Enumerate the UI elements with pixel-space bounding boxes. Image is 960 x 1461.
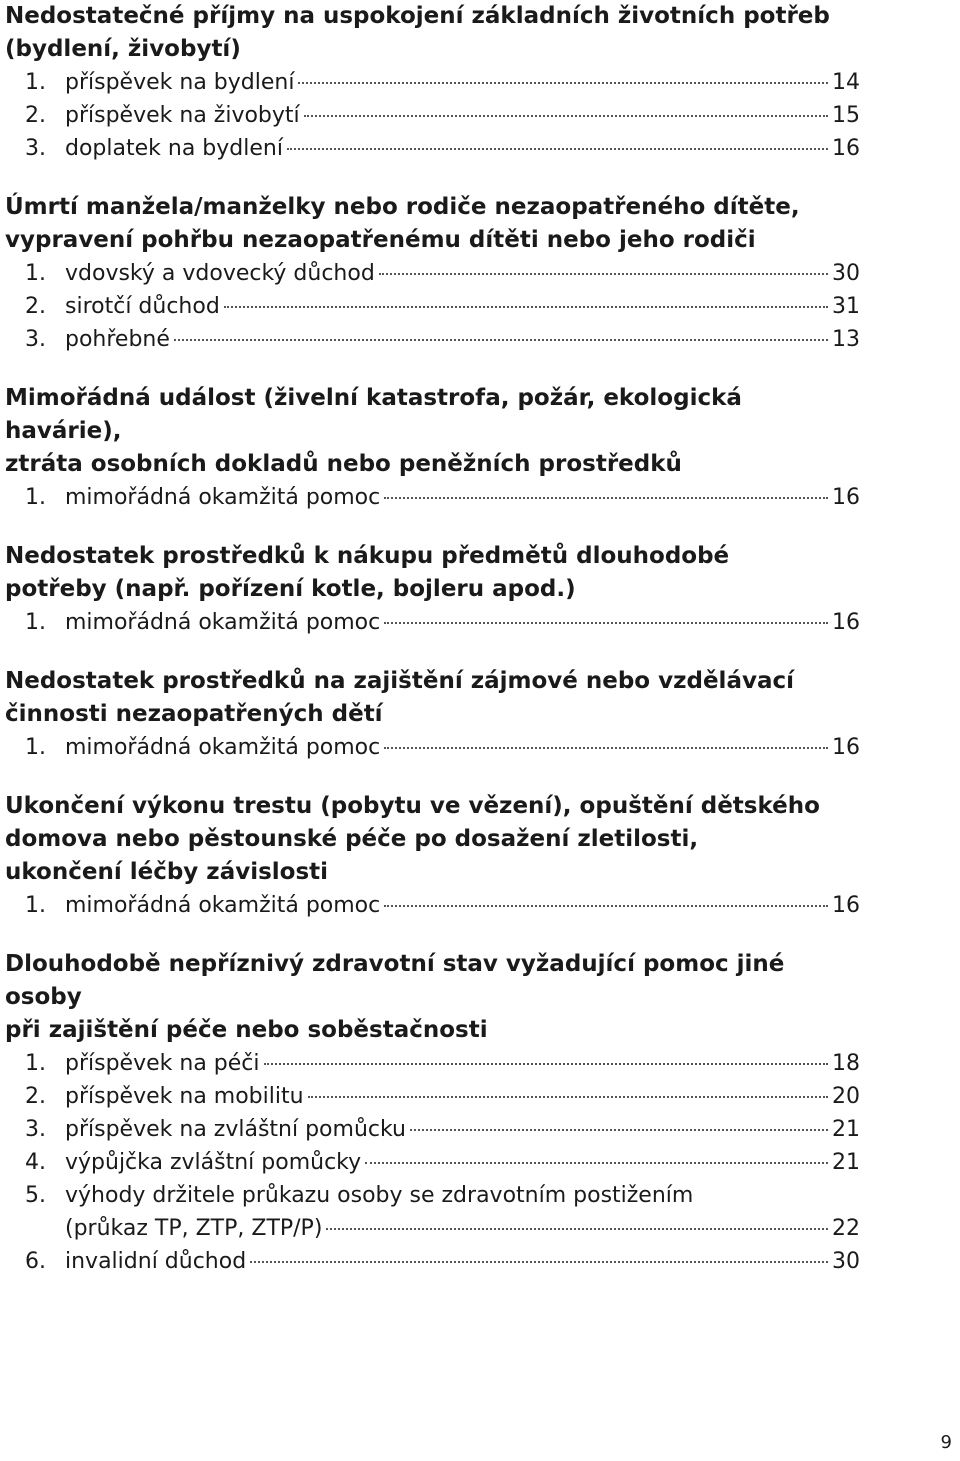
dot-leader: [384, 497, 828, 499]
toc-entry[interactable]: [5, 1245, 860, 1278]
section-title-line: při zajištění péče nebo soběstačnosti: [5, 1017, 488, 1043]
entry-label: příspěvek na péči: [65, 1051, 260, 1076]
entry-label: mimořádná okamžitá pomoc: [65, 893, 381, 918]
section-title: [5, 382, 860, 481]
dot-leader: [410, 1129, 828, 1131]
entry-label: výpůjčka zvláštní pomůcky: [65, 1150, 362, 1175]
page-number: 9: [940, 1432, 952, 1453]
toc-entry[interactable]: [5, 290, 860, 323]
entry-number: 1.: [25, 735, 46, 760]
entry-label: vdovský a vdovecký důchod: [65, 261, 375, 286]
section-title-line: Ukončení výkonu trestu (pobytu ve vězení), opuštění dětského: [5, 793, 820, 819]
toc-entry[interactable]: [5, 1047, 860, 1080]
entry-label: mimořádná okamžitá pomoc: [65, 735, 381, 760]
toc-entry[interactable]: [5, 1080, 860, 1113]
section-title: [5, 0, 860, 66]
entry-label: příspěvek na mobilitu: [65, 1084, 304, 1109]
entry-number: 3.: [25, 136, 46, 161]
entry-page: 14: [832, 70, 860, 95]
dot-leader: [308, 1096, 828, 1098]
section-title: [5, 948, 860, 1047]
dot-leader: [384, 622, 828, 624]
toc-entry[interactable]: [5, 257, 860, 290]
section-title-line: Úmrtí manžela/manželky nebo rodiče nezaopatřeného dítěte,: [5, 194, 800, 220]
entry-label: mimořádná okamžitá pomoc: [65, 485, 381, 510]
entry-number: 1.: [25, 610, 46, 635]
section-title-line: Nedostatek prostředků k nákupu předmětů dlouhodobé: [5, 543, 730, 569]
dot-leader: [326, 1228, 828, 1230]
entry-number: 2.: [25, 103, 46, 128]
section-title-line: potřeby (např. pořízení kotle, bojleru apod.): [5, 576, 576, 602]
section-title-line: ztráta osobních dokladů nebo peněžních prostředků: [5, 451, 682, 477]
dot-leader: [304, 115, 828, 117]
section-title: [5, 191, 860, 257]
toc-entry[interactable]: [5, 66, 860, 99]
section-title: [5, 665, 860, 731]
toc-entry[interactable]: [5, 1146, 860, 1179]
entry-number: 3.: [25, 327, 46, 352]
dot-leader: [365, 1162, 828, 1164]
entry-number: 1.: [25, 1051, 46, 1076]
section-title-line: Mimořádná událost (živelní katastrofa, požár, ekologická havárie),: [5, 385, 742, 444]
toc-entry[interactable]: [5, 731, 860, 764]
toc-entry[interactable]: [5, 1113, 860, 1146]
toc-section: [5, 0, 860, 165]
dot-leader: [224, 306, 828, 308]
toc-entry[interactable]: [5, 132, 860, 165]
section-title-line: Nedostatek prostředků na zajištění zájmové nebo vzdělávací: [5, 668, 794, 694]
entry-number: 4.: [25, 1150, 46, 1175]
dot-leader: [384, 905, 828, 907]
section-title-line: domova nebo pěstounské péče po dosažení zletilosti,: [5, 826, 699, 852]
section-title-line: (bydlení, živobytí): [5, 36, 241, 62]
toc-section: [5, 790, 860, 922]
dot-leader: [287, 148, 828, 150]
entry-number: 1.: [25, 485, 46, 510]
toc-section: [5, 948, 860, 1278]
entry-number: 6.: [25, 1249, 46, 1274]
toc-section: [5, 382, 860, 514]
section-title-line: vypravení pohřbu nezaopatřenému dítěti nebo jeho rodiči: [5, 227, 756, 253]
toc-section: [5, 191, 860, 356]
entry-label: příspěvek na zvláštní pomůcku: [65, 1117, 406, 1142]
entry-number: 2.: [25, 1084, 46, 1109]
entry-page: 18: [832, 1051, 860, 1076]
entry-page: 20: [832, 1084, 860, 1109]
toc-section: [5, 665, 860, 764]
entry-page: 30: [832, 261, 860, 286]
section-title-line: Dlouhodobě nepříznivý zdravotní stav vyžadující pomoc jiné osoby: [5, 951, 785, 1010]
toc-entry[interactable]: [5, 889, 860, 922]
section-title: [5, 540, 860, 606]
entry-label: příspěvek na živobytí: [65, 103, 300, 128]
entry-page: 16: [832, 893, 860, 918]
dot-leader: [174, 339, 828, 341]
entry-label: příspěvek na bydlení: [65, 70, 295, 95]
dot-leader: [379, 273, 828, 275]
entry-number: 1.: [25, 261, 46, 286]
entry-page: 16: [832, 485, 860, 510]
entry-page: 21: [832, 1117, 860, 1142]
toc-entry[interactable]: [5, 481, 860, 514]
dot-leader: [250, 1261, 828, 1263]
toc-entry[interactable]: [5, 606, 860, 639]
dot-leader: [384, 747, 828, 749]
section-title-line: činnosti nezaopatřených dětí: [5, 701, 383, 727]
dot-leader: [264, 1063, 829, 1065]
entry-page: 13: [832, 327, 860, 352]
entry-page: 31: [832, 294, 860, 319]
entry-number: 1.: [25, 70, 46, 95]
section-title-line: ukončení léčby závislosti: [5, 859, 329, 885]
entry-page: 16: [832, 136, 860, 161]
toc-entry[interactable]: [5, 1179, 860, 1245]
entry-label-continued: (průkaz TP, ZTP, ZTP/P): [65, 1216, 323, 1241]
entry-label: pohřebné: [65, 327, 170, 352]
dot-leader: [298, 82, 828, 84]
entry-number: 1.: [25, 893, 46, 918]
toc-section: [5, 540, 860, 639]
entry-page: 30: [832, 1249, 860, 1274]
table-of-contents: [5, 0, 860, 1304]
entry-number: 2.: [25, 294, 46, 319]
toc-entry[interactable]: [5, 323, 860, 356]
entry-page: 15: [832, 103, 860, 128]
entry-label: doplatek na bydlení: [65, 136, 283, 161]
entry-number: 5.: [25, 1183, 46, 1208]
entry-number: 3.: [25, 1117, 46, 1142]
section-title: [5, 790, 860, 889]
entry-label: mimořádná okamžitá pomoc: [65, 610, 381, 635]
entry-label: výhody držitele průkazu osoby se zdravotním postižením: [65, 1183, 694, 1208]
entry-label: sirotčí důchod: [65, 294, 220, 319]
entry-page: 21: [832, 1150, 860, 1175]
entry-label: invalidní důchod: [65, 1249, 247, 1274]
section-title-line: Nedostatečné příjmy na uspokojení základních životních potřeb: [5, 3, 830, 29]
entry-page: 22: [832, 1216, 860, 1241]
entry-page: 16: [832, 610, 860, 635]
toc-entry[interactable]: [5, 99, 860, 132]
entry-page: 16: [832, 735, 860, 760]
